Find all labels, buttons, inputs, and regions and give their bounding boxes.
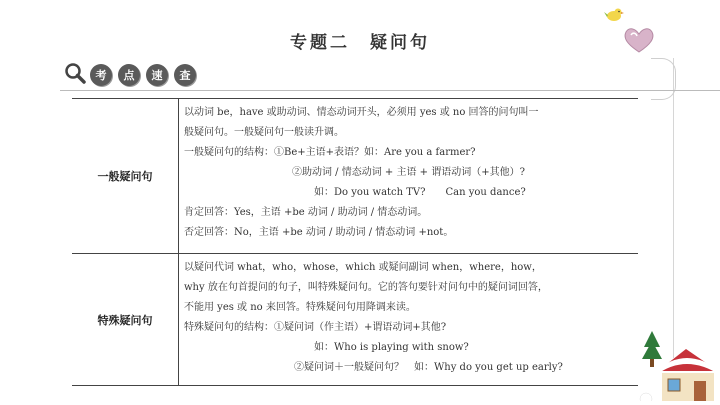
text-line: 般疑问句。一般疑问句一般读升调。 xyxy=(184,127,344,138)
text-line: 如：Do you watch TV? Can you dance? xyxy=(314,187,526,198)
row-content xyxy=(184,103,634,243)
badge-char: 查 xyxy=(174,64,196,86)
row-label: 特殊疑问句 xyxy=(72,254,179,385)
text-line: 否定回答：No，主语 +be 动词 / 助动词 / 情态动词 +not。 xyxy=(184,227,454,238)
grammar-table xyxy=(72,98,638,386)
bird-icon xyxy=(604,6,624,24)
table-row xyxy=(72,254,638,385)
page-title: 专题二 疑问句 xyxy=(290,33,430,53)
text-line: 以疑问代词 what，who，whose，which 或疑问副词 when，where，how， xyxy=(184,262,542,273)
text-line: why 放在句首提问的句子，叫特殊疑问句。它的答句要针对问句中的疑问词回答， xyxy=(184,282,548,293)
text-line: 一般疑问句的结构：①Be+主语+表语？如：Are you a farmer? xyxy=(184,147,476,158)
text-line: 以动词 be，have 或助动词、情态动词开头，必须用 yes 或 no 回答的问句叫一 xyxy=(184,107,539,118)
table-row xyxy=(72,99,638,254)
house-icon xyxy=(638,327,720,405)
text-line: 不能用 yes 或 no 来回答。特殊疑问句用降调来读。 xyxy=(184,302,416,313)
text-line: 特殊疑问句的结构：①疑问词（作主语）+谓语动词+其他? xyxy=(184,322,447,333)
decorative-frame-line xyxy=(661,58,674,358)
magnifier-icon xyxy=(64,62,86,84)
text-line: ②疑问词＋一般疑问句？ 如：Why do you get up early? xyxy=(294,362,563,373)
badge-char: 点 xyxy=(118,64,140,86)
row-content xyxy=(184,258,634,378)
badge-divider xyxy=(60,90,720,91)
text-line: 如：Who is playing with snow? xyxy=(314,342,469,353)
badge-char: 速 xyxy=(146,64,168,86)
badge-char: 考 xyxy=(90,64,112,86)
text-line: ②助动词 / 情态动词 + 主语 + 谓语动词（+其他）? xyxy=(292,167,525,178)
row-label: 一般疑问句 xyxy=(72,99,179,253)
section-badge xyxy=(60,60,210,88)
text-line: 肯定回答：Yes，主语 +be 动词 / 助动词 / 情态动词。 xyxy=(184,207,428,218)
decorative-frame-curl xyxy=(651,58,676,100)
